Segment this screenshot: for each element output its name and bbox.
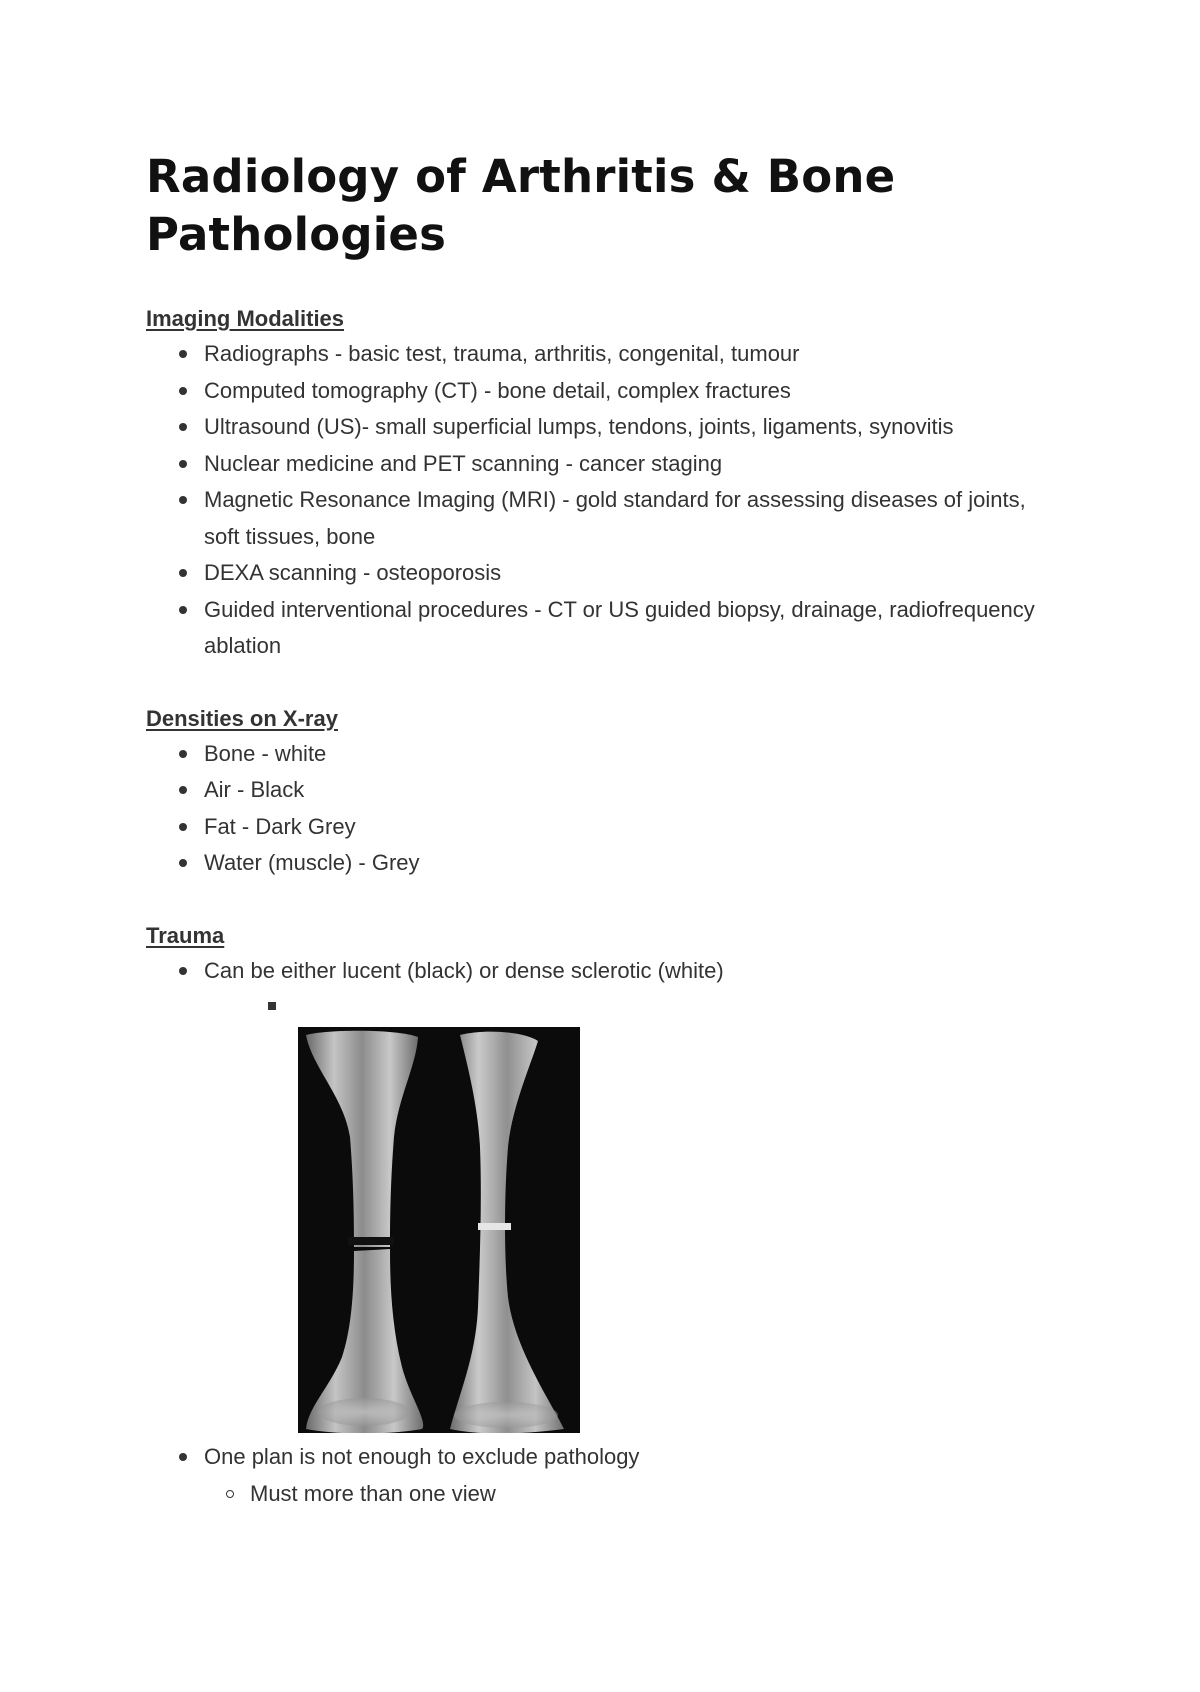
section-heading-densities-on-xray: Densities on X-ray	[146, 705, 338, 731]
imaging-modalities-list	[146, 336, 1066, 665]
page-title: Radiology of Arthritis & Bone Pathologies	[146, 150, 896, 261]
sub-list-item: Must more than one view	[250, 1476, 1066, 1513]
image-bullet-row	[146, 989, 1066, 1025]
section-densities-on-xray	[146, 702, 1066, 882]
list-item: Water (muscle) - Grey	[204, 845, 1066, 882]
list-item: Can be either lucent (black) or dense sclerotic (white)	[204, 953, 1066, 990]
list-item: Bone - white	[204, 736, 1066, 773]
section-imaging-modalities	[146, 302, 1066, 665]
trauma-list	[146, 953, 1066, 990]
list-item: Guided interventional procedures - CT or US guided biopsy, drainage, radiofrequency ablation	[204, 592, 1066, 665]
list-item: Air - Black	[204, 772, 1066, 809]
list-item: One plan is not enough to exclude pathology	[204, 1439, 1066, 1476]
section-trauma	[146, 919, 1066, 1513]
list-item: DEXA scanning - osteoporosis	[204, 555, 1066, 592]
list-item: Fat - Dark Grey	[204, 809, 1066, 846]
section-heading-imaging-modalities: Imaging Modalities	[146, 306, 345, 331]
trauma-sublist	[204, 1476, 1066, 1513]
list-item: Computed tomography (CT) - bone detail, complex fractures	[204, 373, 1066, 410]
square-bullet-icon	[268, 1002, 276, 1010]
list-item: Ultrasound (US)- small superficial lumps, tendons, joints, ligaments, synovitis	[204, 409, 1066, 446]
xray-fracture-image	[298, 1027, 580, 1433]
list-item: Radiographs - basic test, trauma, arthritis, congenital, tumour	[204, 336, 1066, 373]
list-item: Magnetic Resonance Imaging (MRI) - gold standard for assessing diseases of joints, soft tissues, bone	[204, 482, 1066, 555]
densities-list	[146, 736, 1066, 882]
trauma-sublist-wrapper	[146, 1476, 1066, 1513]
document-page	[146, 148, 1066, 1512]
trauma-list-continued	[146, 1439, 1066, 1476]
section-heading-trauma: Trauma	[146, 922, 225, 948]
sublist-container	[146, 1476, 1066, 1513]
list-item: Nuclear medicine and PET scanning - cancer staging	[204, 446, 1066, 483]
